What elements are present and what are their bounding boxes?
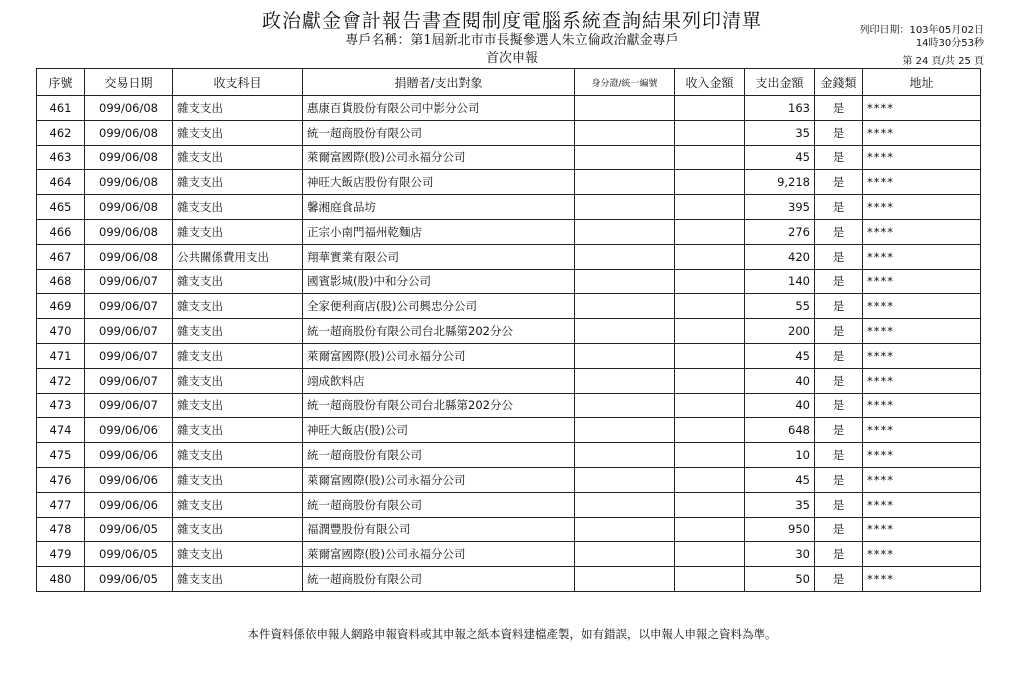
print-date: 103年05月02日 [909, 25, 984, 36]
cell-counterparty: 萊爾富國際(股)公司永福分公司 [303, 467, 575, 492]
cell-expense: 163 [745, 96, 815, 121]
table-row [37, 567, 981, 592]
cell-expense: 10 [745, 443, 815, 468]
col-header-counterparty: 捐贈者/支出對象 [303, 69, 575, 96]
cell-category: 雜支支出 [173, 467, 303, 492]
cell-date: 099/06/07 [85, 319, 173, 344]
cell-seq: 469 [37, 294, 85, 319]
table-row [37, 368, 981, 393]
cell-id-number [575, 145, 675, 170]
cell-expense: 40 [745, 368, 815, 393]
table-row [37, 418, 981, 443]
col-header-date: 交易日期 [85, 69, 173, 96]
cell-id-number [575, 443, 675, 468]
cell-income [675, 542, 745, 567]
cell-category: 雜支支出 [173, 517, 303, 542]
table-row [37, 269, 981, 294]
cell-seq: 474 [37, 418, 85, 443]
account-name: 專戶名稱：第1屆新北市市長擬參選人朱立倫政治獻金專戶 [345, 33, 679, 48]
cell-cash: 是 [815, 567, 863, 592]
cell-income [675, 368, 745, 393]
cell-id-number [575, 517, 675, 542]
cell-seq: 466 [37, 219, 85, 244]
col-header-expense: 支出金額 [745, 69, 815, 96]
cell-income [675, 195, 745, 220]
cell-income [675, 145, 745, 170]
cell-seq: 476 [37, 467, 85, 492]
cell-expense: 50 [745, 567, 815, 592]
cell-cash: 是 [815, 96, 863, 121]
cell-seq: 472 [37, 368, 85, 393]
cell-expense: 9,218 [745, 170, 815, 195]
cell-date: 099/06/07 [85, 343, 173, 368]
cell-expense: 45 [745, 145, 815, 170]
cell-counterparty: 統一超商股份有限公司台北縣第202分公 [303, 393, 575, 418]
cell-address: **** [863, 219, 981, 244]
table-row [37, 294, 981, 319]
cell-category: 雜支支出 [173, 393, 303, 418]
cell-expense: 40 [745, 393, 815, 418]
report-title: 政治獻金會計報告書查閱制度電腦系統查詢結果列印清單 [261, 10, 762, 32]
cell-seq: 467 [37, 244, 85, 269]
cell-expense: 35 [745, 120, 815, 145]
cell-category: 雜支支出 [173, 294, 303, 319]
cell-seq: 470 [37, 319, 85, 344]
cell-counterparty: 統一超商股份有限公司 [303, 567, 575, 592]
cell-cash: 是 [815, 492, 863, 517]
cell-income [675, 393, 745, 418]
cell-cash: 是 [815, 170, 863, 195]
cell-income [675, 294, 745, 319]
cell-cash: 是 [815, 319, 863, 344]
cell-counterparty: 馨湘庭食品坊 [303, 195, 575, 220]
cell-counterparty: 萊爾富國際(股)公司永福分公司 [303, 343, 575, 368]
cell-address: **** [863, 418, 981, 443]
table-row [37, 492, 981, 517]
cell-counterparty: 統一超商股份有限公司台北縣第202分公 [303, 319, 575, 344]
cell-expense: 45 [745, 467, 815, 492]
cell-cash: 是 [815, 195, 863, 220]
cell-counterparty: 翔華實業有限公司 [303, 244, 575, 269]
cell-counterparty: 統一超商股份有限公司 [303, 120, 575, 145]
cell-seq: 473 [37, 393, 85, 418]
cell-expense: 648 [745, 418, 815, 443]
cell-category: 雜支支出 [173, 219, 303, 244]
cell-counterparty: 萊爾富國際(股)公司永福分公司 [303, 145, 575, 170]
cell-date: 099/06/05 [85, 517, 173, 542]
cell-income [675, 492, 745, 517]
cell-income [675, 219, 745, 244]
cell-date: 099/06/07 [85, 269, 173, 294]
cell-category: 雜支支出 [173, 145, 303, 170]
cell-income [675, 418, 745, 443]
cell-category: 雜支支出 [173, 368, 303, 393]
cell-cash: 是 [815, 517, 863, 542]
cell-income [675, 343, 745, 368]
cell-cash: 是 [815, 368, 863, 393]
cell-address: **** [863, 492, 981, 517]
cell-expense: 140 [745, 269, 815, 294]
cell-cash: 是 [815, 467, 863, 492]
cell-address: **** [863, 195, 981, 220]
cell-expense: 950 [745, 517, 815, 542]
cell-id-number [575, 418, 675, 443]
cell-seq: 465 [37, 195, 85, 220]
cell-seq: 461 [37, 96, 85, 121]
col-header-income: 收入金額 [675, 69, 745, 96]
cell-income [675, 244, 745, 269]
cell-expense: 395 [745, 195, 815, 220]
cell-cash: 是 [815, 542, 863, 567]
cell-id-number [575, 467, 675, 492]
cell-address: **** [863, 567, 981, 592]
cell-cash: 是 [815, 418, 863, 443]
cell-counterparty: 神旺大飯店(股)公司 [303, 418, 575, 443]
table-row [37, 120, 981, 145]
cell-date: 099/06/06 [85, 418, 173, 443]
cell-seq: 477 [37, 492, 85, 517]
cell-income [675, 319, 745, 344]
table-row [37, 244, 981, 269]
cell-date: 099/06/08 [85, 244, 173, 269]
cell-id-number [575, 319, 675, 344]
cell-category: 雜支支出 [173, 443, 303, 468]
cell-category: 雜支支出 [173, 96, 303, 121]
cell-expense: 55 [745, 294, 815, 319]
cell-counterparty: 全家便利商店(股)公司興忠分公司 [303, 294, 575, 319]
cell-seq: 468 [37, 269, 85, 294]
cell-seq: 480 [37, 567, 85, 592]
col-header-cash: 金錢類 [815, 69, 863, 96]
cell-category: 公共關係費用支出 [173, 244, 303, 269]
print-date-block [859, 24, 984, 50]
col-header-address: 地址 [863, 69, 981, 96]
table-header-row [37, 69, 981, 96]
page-info: 第 24 頁/共 25 頁 [902, 56, 984, 67]
cell-cash: 是 [815, 443, 863, 468]
cell-id-number [575, 393, 675, 418]
cell-category: 雜支支出 [173, 567, 303, 592]
cell-expense: 420 [745, 244, 815, 269]
cell-address: **** [863, 145, 981, 170]
cell-category: 雜支支出 [173, 195, 303, 220]
cell-date: 099/06/08 [85, 145, 173, 170]
cell-cash: 是 [815, 269, 863, 294]
cell-date: 099/06/05 [85, 567, 173, 592]
cell-category: 雜支支出 [173, 343, 303, 368]
cell-cash: 是 [815, 294, 863, 319]
cell-seq: 478 [37, 517, 85, 542]
cell-date: 099/06/08 [85, 96, 173, 121]
cell-category: 雜支支出 [173, 269, 303, 294]
cell-id-number [575, 368, 675, 393]
cell-seq: 475 [37, 443, 85, 468]
cell-seq: 463 [37, 145, 85, 170]
cell-income [675, 567, 745, 592]
cell-date: 099/06/06 [85, 467, 173, 492]
cell-income [675, 96, 745, 121]
cell-id-number [575, 96, 675, 121]
cell-address: **** [863, 244, 981, 269]
cell-counterparty: 統一超商股份有限公司 [303, 492, 575, 517]
cell-counterparty: 正宗小南門福州乾麵店 [303, 219, 575, 244]
cell-date: 099/06/08 [85, 219, 173, 244]
cell-id-number [575, 492, 675, 517]
cell-id-number [575, 343, 675, 368]
cell-cash: 是 [815, 244, 863, 269]
table-row [37, 542, 981, 567]
cell-date: 099/06/06 [85, 443, 173, 468]
cell-seq: 471 [37, 343, 85, 368]
cell-date: 099/06/08 [85, 120, 173, 145]
cell-date: 099/06/07 [85, 393, 173, 418]
table-row [37, 195, 981, 220]
cell-date: 099/06/07 [85, 294, 173, 319]
cell-seq: 479 [37, 542, 85, 567]
cell-date: 099/06/08 [85, 195, 173, 220]
cell-income [675, 170, 745, 195]
cell-address: **** [863, 443, 981, 468]
cell-expense: 45 [745, 343, 815, 368]
cell-category: 雜支支出 [173, 170, 303, 195]
col-header-category: 收支科目 [173, 69, 303, 96]
cell-address: **** [863, 343, 981, 368]
cell-date: 099/06/06 [85, 492, 173, 517]
cell-income [675, 269, 745, 294]
cell-income [675, 443, 745, 468]
table-row [37, 467, 981, 492]
cell-cash: 是 [815, 145, 863, 170]
cell-expense: 35 [745, 492, 815, 517]
table-row [37, 170, 981, 195]
cell-address: **** [863, 319, 981, 344]
cell-counterparty: 萊爾富國際(股)公司永福分公司 [303, 542, 575, 567]
cell-id-number [575, 120, 675, 145]
cell-counterparty: 福潤豐股份有限公司 [303, 517, 575, 542]
table-row [37, 343, 981, 368]
cell-id-number [575, 244, 675, 269]
cell-counterparty: 國賓影城(股)中和分公司 [303, 269, 575, 294]
cell-category: 雜支支出 [173, 319, 303, 344]
cell-id-number [575, 170, 675, 195]
cell-cash: 是 [815, 219, 863, 244]
cell-address: **** [863, 294, 981, 319]
cell-category: 雜支支出 [173, 418, 303, 443]
cell-seq: 464 [37, 170, 85, 195]
cell-income [675, 517, 745, 542]
cell-date: 099/06/07 [85, 368, 173, 393]
cell-expense: 276 [745, 219, 815, 244]
cell-address: **** [863, 542, 981, 567]
cell-cash: 是 [815, 343, 863, 368]
cell-cash: 是 [815, 393, 863, 418]
cell-address: **** [863, 96, 981, 121]
report-type: 首次申報 [485, 51, 538, 66]
cell-category: 雜支支出 [173, 492, 303, 517]
cell-date: 099/06/05 [85, 542, 173, 567]
col-header-seq: 序號 [37, 69, 85, 96]
table-row [37, 219, 981, 244]
footer-note: 本件資料係依申報人網路申報資料或其申報之紙本資料建檔產製，如有錯誤，以申報人申報之資料為準。 [247, 627, 777, 641]
cell-address: **** [863, 120, 981, 145]
col-header-id-number: 身分證/統一編號 [575, 69, 675, 96]
cell-address: **** [863, 269, 981, 294]
table-row [37, 443, 981, 468]
cell-address: **** [863, 393, 981, 418]
cell-address: **** [863, 467, 981, 492]
cell-address: **** [863, 517, 981, 542]
print-date-label: 列印日期： [859, 25, 910, 36]
print-time: 14時30分53秒 [915, 38, 984, 49]
cell-address: **** [863, 368, 981, 393]
table-row [37, 96, 981, 121]
cell-date: 099/06/08 [85, 170, 173, 195]
table-row [37, 393, 981, 418]
cell-id-number [575, 294, 675, 319]
cell-address: **** [863, 170, 981, 195]
cell-category: 雜支支出 [173, 542, 303, 567]
cell-cash: 是 [815, 120, 863, 145]
cell-counterparty: 統一超商股份有限公司 [303, 443, 575, 468]
cell-counterparty: 惠康百貨股份有限公司中影分公司 [303, 96, 575, 121]
transaction-table [36, 68, 981, 592]
table-row [37, 517, 981, 542]
cell-id-number [575, 567, 675, 592]
cell-counterparty: 神旺大飯店股份有限公司 [303, 170, 575, 195]
cell-id-number [575, 219, 675, 244]
cell-category: 雜支支出 [173, 120, 303, 145]
cell-id-number [575, 542, 675, 567]
cell-seq: 462 [37, 120, 85, 145]
cell-income [675, 120, 745, 145]
table-row [37, 319, 981, 344]
cell-id-number [575, 269, 675, 294]
cell-expense: 30 [745, 542, 815, 567]
cell-income [675, 467, 745, 492]
cell-counterparty: 翊成飲料店 [303, 368, 575, 393]
cell-id-number [575, 195, 675, 220]
table-row [37, 145, 981, 170]
cell-expense: 200 [745, 319, 815, 344]
